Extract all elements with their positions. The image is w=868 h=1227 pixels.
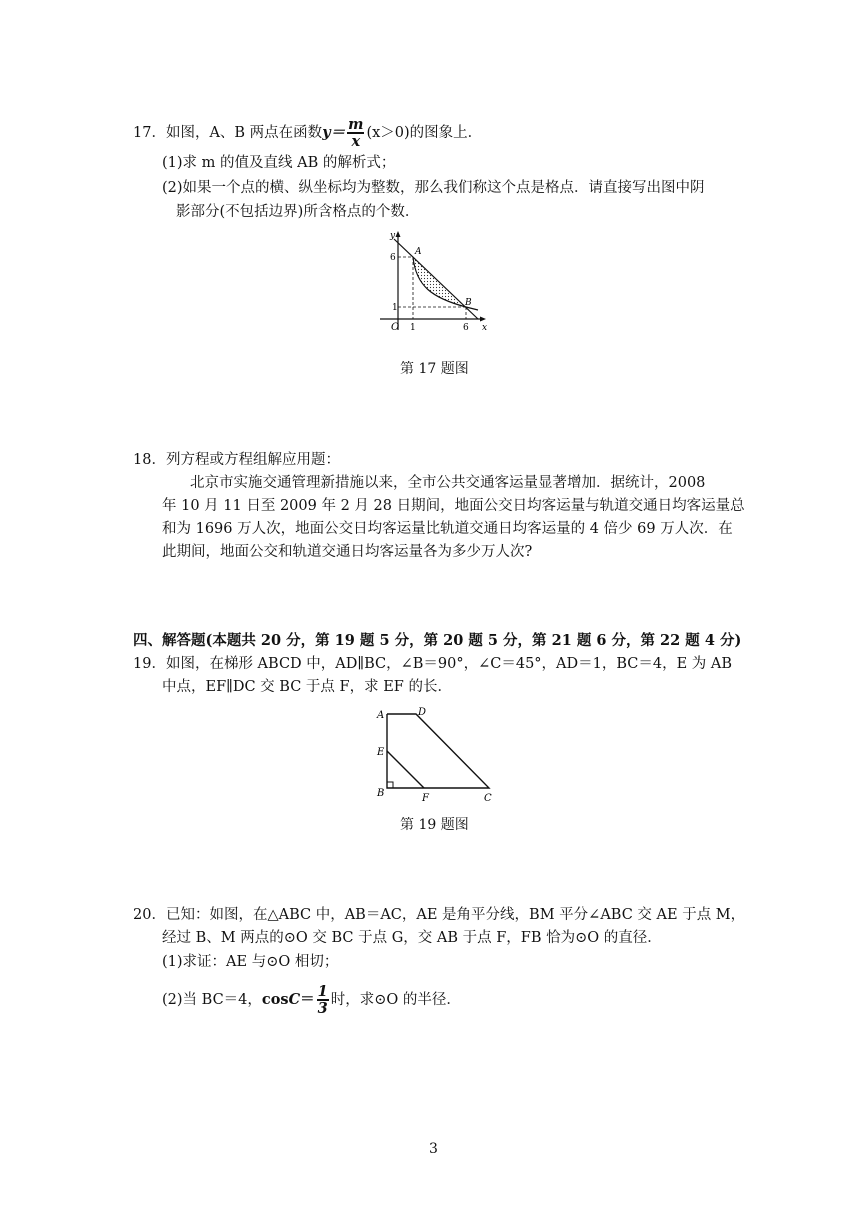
- q17-label-o: O: [391, 322, 400, 333]
- q19-label-f: F: [422, 793, 429, 804]
- q17-x-arrow: [480, 317, 486, 322]
- q17-label-1x: 1: [410, 323, 416, 333]
- q20-line4-suffix: 时，求⊙O 的半径．: [330, 992, 461, 1008]
- q17-label-a: A: [415, 247, 422, 257]
- q17-label-y: y: [390, 231, 396, 241]
- q19-label-a: A: [377, 710, 385, 721]
- q19-label-c: C: [484, 793, 492, 804]
- q19-caption: 第 19 题图: [400, 817, 469, 833]
- q19-label-e: E: [377, 747, 385, 758]
- q17-label-1y: 1: [392, 303, 398, 313]
- q20-line4: [162, 984, 461, 1016]
- q17-func-suffix: (x＞0)的图象上．: [366, 125, 483, 141]
- q17-label-x: x: [482, 323, 488, 333]
- q17-func-fraction: [347, 117, 364, 149]
- q19-figure: [372, 706, 502, 806]
- q19-trapezoid: [387, 714, 489, 788]
- q17-label-6x: 6: [463, 323, 469, 333]
- q17-figure: [372, 226, 502, 338]
- q18-line4: 和为 1696 万人次，地面公交日均客运量比轨道交通日均客运量的 4 倍少 69 万人次．在: [162, 521, 733, 537]
- q20-cos-label: cos: [261, 991, 289, 1008]
- q20-line2: 经过 B、M 两点的⊙O 交 BC 于点 G，交 AB 于点 F，FB 恰为⊙O 的直径．: [162, 930, 662, 946]
- q17-func-lhs: y＝: [322, 124, 346, 141]
- q17-y-arrow: [396, 231, 401, 237]
- q18-line2: 北京市实施交通管理新措施以来，全市公共交通客运量显著增加．据统计，2008: [190, 475, 706, 491]
- q20-line1: 20．已知：如图，在△ABC 中，AB＝AC，AE 是角平分线，BM 平分∠ABC 交 AE 于点 M，: [133, 907, 746, 923]
- q18-line1: 18．列方程或方程组解应用题：: [133, 452, 340, 468]
- q20-cos-fraction: [317, 984, 329, 1016]
- q17-sub2-line1: (2)如果一个点的横、纵坐标均为整数，那么我们称这个点是格点．请直接写出图中阴: [162, 180, 705, 196]
- q17-label-b: B: [465, 298, 472, 308]
- q17-func-den: x: [351, 133, 361, 150]
- q17-sub1: (1)求 m 的值及直线 AB 的解析式；: [162, 155, 396, 171]
- q20-line3: (1)求证：AE 与⊙O 相切；: [162, 954, 339, 970]
- q19-label-b: B: [377, 788, 385, 799]
- q17-sub2-line2: 影部分(不包括边界)所含格点的个数．: [176, 204, 420, 220]
- q18-line3: 年 10 月 11 日至 2009 年 2 月 28 日期间，地面公交日均客运量与轨道交通日均客运量总: [162, 498, 745, 514]
- q19-label-d: D: [418, 707, 427, 718]
- q17-func-num: m: [348, 116, 364, 133]
- q19-line1: 19．如图，在梯形 ABCD 中，AD∥BC，∠B＝90°，∠C＝45°，AD＝1，BC＝4，E 为 AB: [133, 656, 733, 672]
- q17-caption: 第 17 题图: [400, 361, 469, 377]
- section4-heading: 四、解答题(本题共 20 分，第 19 题 5 分，第 20 题 5 分，第 21 题 6 分，第 22 题 4 分): [133, 632, 742, 649]
- page-number: 3: [429, 1141, 438, 1157]
- q17-prefix: 17．如图，A、B 两点在函数: [133, 125, 323, 141]
- q20-cos-num: 1: [317, 983, 328, 1000]
- q17-line1: [133, 117, 482, 149]
- q19-right-angle: [387, 782, 393, 788]
- q18-line5: 此期间，地面公交和轨道交通日均客运量各为多少万人次?: [162, 544, 533, 560]
- q17-label-6y: 6: [390, 253, 396, 263]
- q20-cos-var: C: [288, 991, 301, 1008]
- q20-line4-prefix: (2)当 BC＝4，: [162, 992, 262, 1008]
- q20-cos-den: 3: [317, 1000, 328, 1017]
- q19-line2: 中点，EF∥DC 交 BC 于点 F，求 EF 的长．: [162, 679, 452, 695]
- q20-cos-eq: ＝: [300, 991, 315, 1008]
